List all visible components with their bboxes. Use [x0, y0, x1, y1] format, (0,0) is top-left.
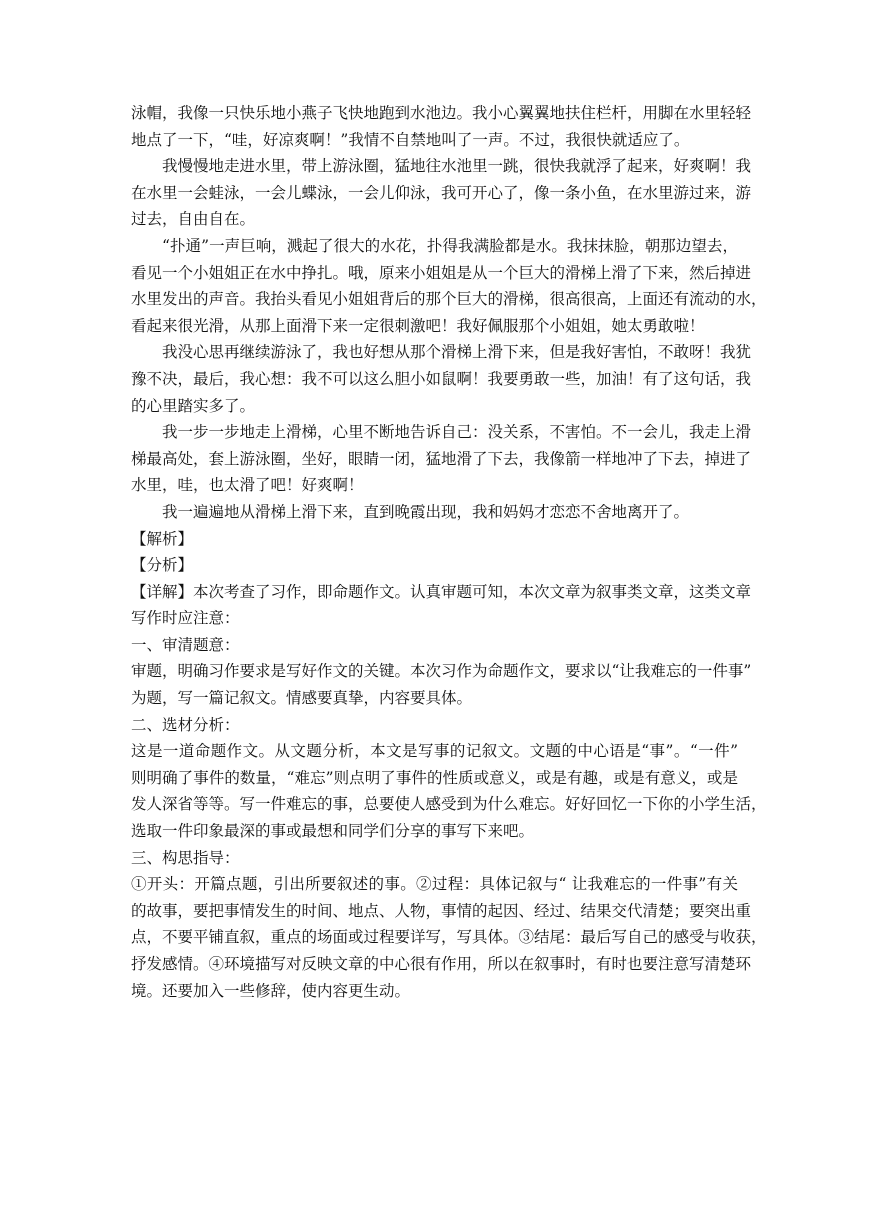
text-line: 写作时应注意： [131, 609, 240, 628]
paragraph-start-line: 我一步一步地走上滑梯，心里不断地告诉自己：没关系，不害怕。不一会儿，我走上滑 [162, 423, 752, 442]
paragraph-start-line: “扑通”一声巨响，溅起了很大的水花，扑得我满脸都是水。我抹抹脸，朝那边望去， [162, 236, 738, 255]
text-line: 则明确了事件的数量，“难忘”则点明了事件的性质或意义，或是有趣，或是有意义，或是 [131, 768, 738, 787]
text-line: 水里发出的声音。我抬头看见小姐姐背后的那个巨大的滑梯，很高很高，上面还有流动的水， [131, 290, 767, 309]
paragraph-start-line: 我一遍遍地从滑梯上滑下来，直到晚霞出现，我和妈妈才恋恋不舍地离开了。 [162, 502, 690, 521]
text-line: 泳帽，我像一只快乐地小燕子飞快地跑到水池边。我小心翼翼地扶住栏杆，用脚在水里轻轻 [131, 104, 752, 122]
text-line: 为题，写一篇记叙文。情感要真挚，内容要具体。 [131, 689, 473, 708]
text-line: 看起来很光滑，从那上面滑下来一定很刺激吧！我好佩服那个小姐姐，她太勇敢啦！ [131, 316, 705, 335]
text-line: 选取一件印象最深的事或最想和同学们分享的事写下来吧。 [131, 822, 535, 841]
section-heading-fenxi: 【分析】 [131, 556, 194, 575]
text-line: 境。还要加入一些修辞，使内容更生动。 [131, 981, 411, 1000]
text-line: 的故事，要把事情发生的时间、地点、人物，事情的起因、经过、结果交代清楚；要突出重 [131, 901, 752, 920]
text-line: 过去，自由自在。 [131, 210, 256, 229]
text-line: ①开头：开篇点题，引出所要叙述的事。②过程：具体记叙与“ 让我难忘的一件事”有关 [131, 875, 738, 894]
text-line: 这是一道命题作文。从文题分析，本文是写事的记叙文。文题的中心语是“事”。“一件” [131, 742, 738, 761]
section-heading-jiexi: 【解析】 [131, 529, 194, 548]
text-line: 点，不要平铺直叙，重点的场面或过程要详写，写具体。③结尾：最后写自己的感受与收获， [131, 928, 767, 947]
text-line: 【详解】本次考查了习作，即命题作文。认真审题可知，本次文章为叙事类文章，这类文章 [131, 582, 752, 601]
text-line: 看见一个小姐姐正在水中挣扎。哦，原来小姐姐是从一个巨大的滑梯上滑了下来，然后掉进 [131, 263, 752, 282]
text-line: 水里，哇，也太滑了吧！好爽啊！ [131, 476, 364, 495]
text-line: 的心里踏实多了。 [131, 396, 256, 415]
text-line: 在水里一会蛙泳，一会儿蝶泳，一会儿仰泳，我可开心了，像一条小鱼，在水里游过来，游 [131, 183, 752, 202]
text-line: 地点了一下，“哇，好凉爽啊！”我情不自禁地叫了一声。不过，我很快就适应了。 [131, 130, 690, 149]
paragraph-start-line: 我没心思再继续游泳了，我也好想从那个滑梯上滑下来，但是我好害怕，不敢呀！我犹 [162, 343, 752, 362]
subheading-gousi: 三、构思指导： [131, 848, 240, 867]
text-line: 审题，明确习作要求是写好作文的关键。本次习作为命题作文，要求以“让我难忘的一件事” [131, 662, 752, 681]
text-line: 梯最高处，套上游泳圈，坐好，眼睛一闭，猛地滑了下去，我像箭一样地冲了下去，掉进了 [131, 449, 752, 468]
paragraph-start-line: 我慢慢地走进水里，带上游泳圈，猛地往水池里一跳，很快我就浮了起来，好爽啊！我 [162, 157, 752, 176]
text-line: 抒发感情。④环境描写对反映文章的中心很有作用，所以在叙事时，有时也要注意写清楚环 [131, 955, 752, 973]
subheading-xuancai: 二、选材分析： [131, 715, 240, 734]
subheading-shenqing: 一、审清题意： [131, 635, 240, 654]
text-line: 发人深省等等。写一件难忘的事，总要使人感受到为什么难忘。好好回忆一下你的小学生活， [131, 795, 767, 814]
text-line: 豫不决，最后，我心想：我不可以这么胆小如鼠啊！我要勇敢一些，加油！有了这句话，我 [131, 369, 752, 388]
